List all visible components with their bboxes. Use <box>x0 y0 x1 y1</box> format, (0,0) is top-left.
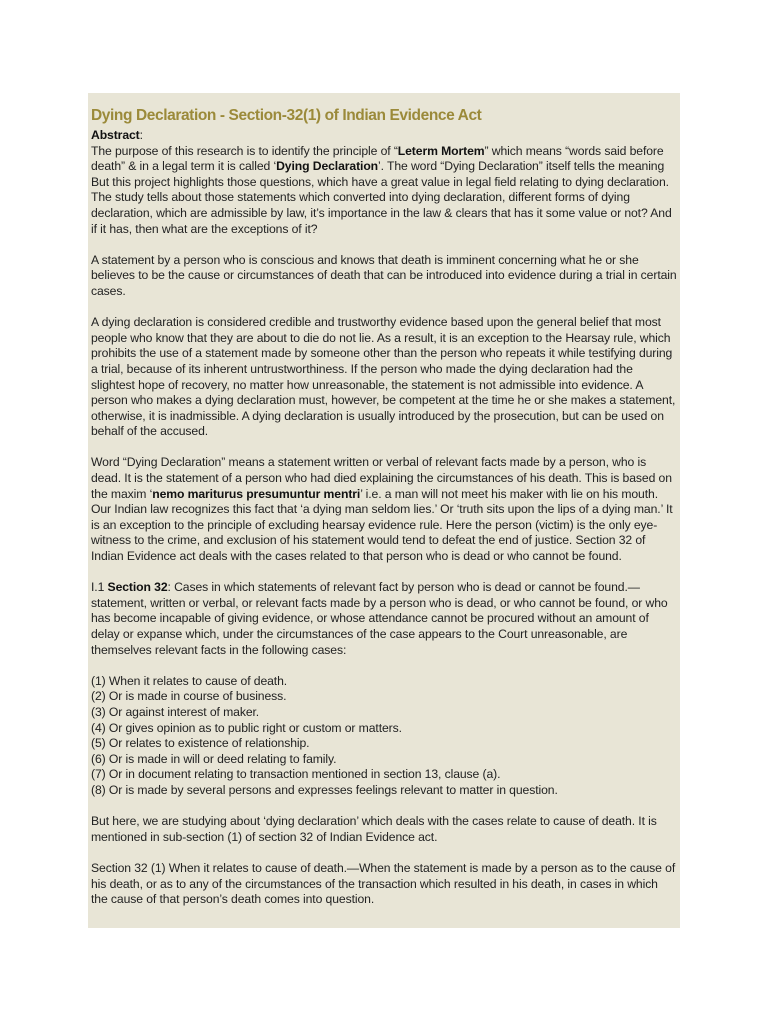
abstract-paragraph <box>91 144 677 238</box>
meaning-text-1: Word “Dying Declaration” means a statement written or verbal of relevant facts made by a person, who is dead. It is the statement of a person who had died explaining the circumstances of his death. This is based on the maxim ‘ <box>91 455 672 501</box>
abstract-colon: : <box>139 128 143 142</box>
document-page <box>88 93 680 928</box>
credibility-paragraph: A dying declaration is considered credible and trustworthy evidence based upon the general belief that most people who know that they are about to die do not lie. As a result, it is an exception to the Hearsay rule, which prohibits the use of a statement made by someone other than the person who repeats it while testifying during a trial, because of its inherent untrustworthiness. If the person who made the dying declaration had the slightest hope of recovery, no matter how unreasonable, the statement is not admissible into evidence. A person who makes a dying declaration must, however, be competent at the time he or she makes a statement, otherwise, it is inadmissible. A dying declaration is usually introduced by the prosecution, but can be used on behalf of the accused. <box>91 315 676 439</box>
section-32-paragraph <box>91 580 677 658</box>
list-item: (1) When it relates to cause of death. <box>91 673 288 688</box>
definition-paragraph: A statement by a person who is conscious and knows that death is imminent concerning what he or she believes to be the cause or circumstances of death that can be introduced into evidence during a trial in certain cases. <box>91 252 677 298</box>
abstract-term-leterm-mortem: Leterm Mortem <box>397 143 485 158</box>
document-title: Dying Declaration - Section-32(1) of Indian Evidence Act <box>91 107 482 124</box>
abstract-heading <box>91 128 677 144</box>
abstract-text-1: The purpose of this research is to identify the principle of “ <box>91 143 398 158</box>
list-item: (4) Or gives opinion as to public right or custom or matters. <box>91 720 402 735</box>
list-item: (8) Or is made by several persons and expresses feelings relevant to matter in question. <box>91 782 558 797</box>
list-item: (7) Or in document relating to transaction mentioned in section 13, clause (a). <box>91 767 501 782</box>
meaning-text-2: ’ i.e. a man will not meet his maker with lie on his mouth. Our Indian law recognizes this fact that ‘a dying man seldom lies.’ Or ‘truth sits upon the lips of a dying man.’ It is an exception to the principle of excluding hearsay evidence rule. Here the person (victim) is the only eye-witness to the crime, and exclusion of his statement would tend to defeat the end of justice. Section 32 of Indian Evidence act deals with the cases related to that person who is dead or who cannot be found. <box>91 486 673 564</box>
list-item: (5) Or relates to existence of relationship. <box>91 736 310 751</box>
list-item: (3) Or against interest of maker. <box>91 704 260 719</box>
abstract-label: Abstract <box>91 128 140 142</box>
abstract-text-3: ’. The word “Dying Declaration” itself tells the meaning But this project highlights those questions, which have a great value in legal field relating to dying declaration. The study tells about those statements which converted into dying declaration, different forms of dying declaration, which are admissible by law, it’s importance in the law & clears that has it some value or not? And if it has, then what are the exceptions of it? <box>91 159 672 236</box>
document-body <box>91 128 677 908</box>
section-32-text: : Cases in which statements of relevant fact by person who is dead or cannot be found.—statement, written or verbal, or relevant facts made by a person who is dead, or who cannot be found, or who has become incapable of giving evidence, or whose attendance cannot be procured without an amount of delay or expanse which, under the circumstances of the case appears to the Court unreasonable, are themselves relevant facts in the following cases: <box>91 580 668 657</box>
abstract-term-dying-declaration: Dying Declaration <box>276 159 379 174</box>
paragraph-gap <box>91 440 677 456</box>
paragraph-gap <box>91 237 677 253</box>
paragraph-gap <box>91 799 677 815</box>
section-32-1-paragraph: Section 32 (1) When it relates to cause of death.—When the statement is made by a person as to the cause of his death, or as to any of the circumstances of the transaction which resulted in his death, in cases in which the cause of that person’s death comes into question. <box>91 860 676 907</box>
section-32-label: Section 32 <box>107 580 168 595</box>
study-scope-paragraph: But here, we are studying about ‘dying declaration’ which deals with the cases relate to cause of death. It is mentioned in sub-section (1) of section 32 of Indian Evidence act. <box>91 814 657 844</box>
paragraph-gap <box>91 658 677 674</box>
cases-list <box>91 674 677 799</box>
section-number-prefix: I.1 <box>91 580 108 595</box>
paragraph-gap <box>91 845 677 861</box>
meaning-paragraph <box>91 455 677 564</box>
abstract-text-2: ” which means “words said before death” & in a legal term it is called ‘ <box>91 143 664 174</box>
list-item: (2) Or is made in course of business. <box>91 689 287 704</box>
paragraph-gap <box>91 300 677 316</box>
maxim-term: nemo mariturus presumuntur mentri <box>152 486 361 501</box>
list-item: (6) Or is made in will or deed relating to family. <box>91 751 337 766</box>
paragraph-gap <box>91 565 677 581</box>
